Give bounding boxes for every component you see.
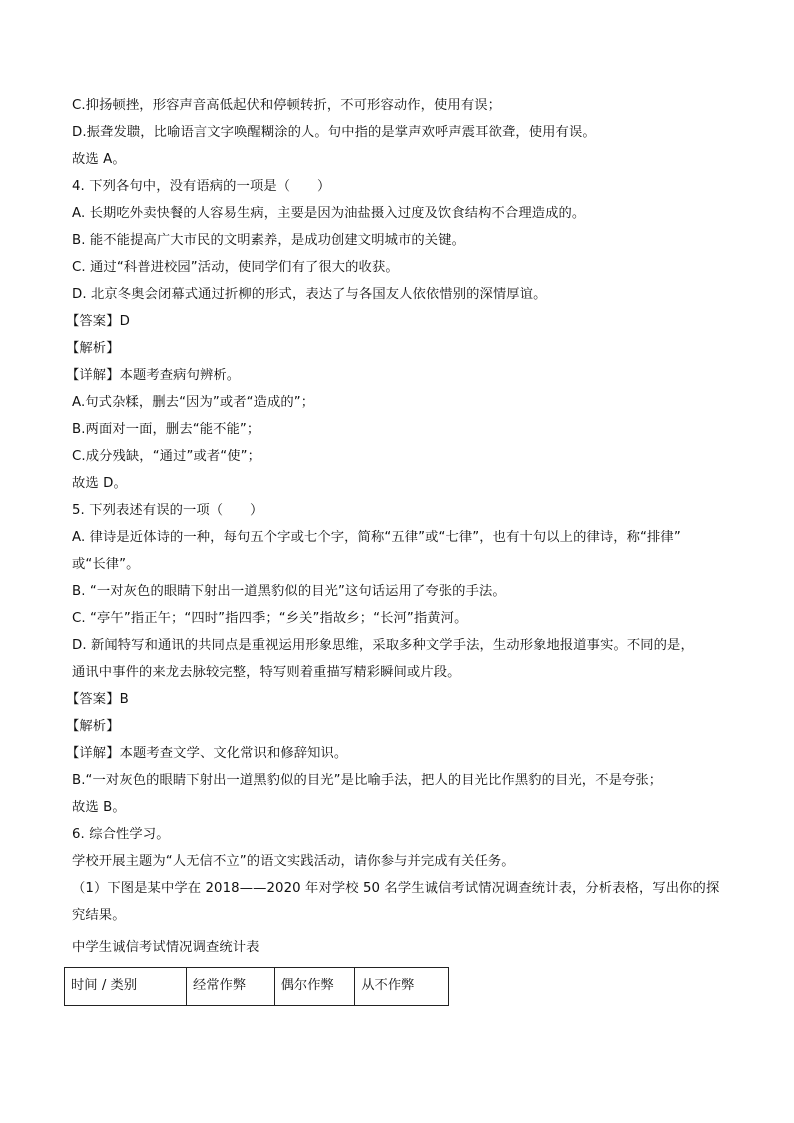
question-4-conclusion: 故选 D。 bbox=[72, 476, 127, 491]
table-header-time-category: 时间 / 类别 bbox=[65, 968, 187, 1006]
question-5-option-c: C. “亭午”指正午；“四时”指四季；“乡关”指故乡；“长河”指黄河。 bbox=[72, 611, 468, 626]
question-4-option-a: A. 长期吃外卖快餐的人容易生病，主要是因为油盐摄入过度及饮食结构不合理造成的。 bbox=[72, 206, 586, 221]
text-line-d-option-explanation: D.振聋发聩，比喻语言文字唤醒糊涂的人。句中指的是掌声欢呼声震耳欲聋，使用有误。 bbox=[72, 125, 596, 140]
table-header-occasionally-cheat: 偶尔作弊 bbox=[274, 968, 355, 1006]
table-title: 中学生诚信考试情况调查统计表 bbox=[72, 940, 260, 955]
question-5-conclusion: 故选 B。 bbox=[72, 800, 126, 815]
question-4-detail-a: A.句式杂糅，删去“因为”或者“造成的”； bbox=[72, 395, 315, 410]
question-5-option-d-line-2: 通讯中事件的来龙去脉较完整，特写则着重描写精彩瞬间或片段。 bbox=[72, 665, 461, 680]
question-5-option-a-line-2: 或“长律”。 bbox=[72, 557, 140, 572]
survey-table bbox=[64, 967, 449, 1006]
question-6-stem: 6. 综合性学习。 bbox=[72, 827, 170, 842]
question-6-instructions: 学校开展主题为“人无信不立”的语文实践活动，请你参与并完成有关任务。 bbox=[72, 854, 515, 869]
question-5-stem: 5. 下列表述有误的一项（ ） bbox=[72, 503, 264, 518]
question-5-answer: 【答案】B bbox=[66, 692, 129, 707]
table-header-often-cheat: 经常作弊 bbox=[186, 968, 274, 1006]
question-6-part-1-line-2: 究结果。 bbox=[72, 908, 126, 923]
text-line-c-option-explanation: C.抑扬顿挫，形容声音高低起伏和停顿转折，不可形容动作，使用有误； bbox=[72, 98, 502, 113]
question-4-detail-c: C.成分残缺，“通过”或者“使”； bbox=[72, 449, 262, 464]
table-header-row bbox=[65, 968, 449, 1006]
question-4-detail-heading: 【详解】本题考查病句辨析。 bbox=[66, 368, 241, 383]
question-6-part-1-line-1: （1）下图是某中学在 2018——2020 年对学校 50 名学生诚信考试情况调查统计表，分析表格，写出你的探 bbox=[72, 881, 720, 896]
question-5-option-d-line-1: D. 新闻特写和通讯的共同点是重视运用形象思维，采取多种文学手法，生动形象地报道事实。不同的是， bbox=[72, 638, 694, 653]
question-4-answer: 【答案】D bbox=[66, 314, 130, 329]
question-4-option-b: B. 能不能提高广大市民的文明素养，是成功创建文明城市的关键。 bbox=[72, 233, 465, 248]
question-4-analysis-heading: 【解析】 bbox=[66, 341, 120, 356]
text-line-answer-choice: 故选 A。 bbox=[72, 152, 126, 167]
question-4-option-c: C. 通过“科普进校园”活动，使同学们有了很大的收获。 bbox=[72, 260, 399, 275]
question-4-option-d: D. 北京冬奥会闭幕式通过折柳的形式，表达了与各国友人依依惜别的深情厚谊。 bbox=[72, 287, 547, 302]
table-header-never-cheat: 从不作弊 bbox=[355, 968, 449, 1006]
question-5-detail-b: B.“一对灰色的眼睛下射出一道黑豹似的目光”是比喻手法，把人的目光比作黑豹的目光，不是夸张； bbox=[72, 773, 663, 788]
question-5-option-a-line-1: A. 律诗是近体诗的一种，每句五个字或七个字，简称“五律”或“七律”，也有十句以上的律诗，称“排律” bbox=[72, 530, 681, 545]
question-5-option-b: B. “一对灰色的眼睛下射出一道黑豹似的目光”这句话运用了夸张的手法。 bbox=[72, 584, 506, 599]
question-5-detail-heading: 【详解】本题考查文学、文化常识和修辞知识。 bbox=[66, 746, 348, 761]
question-4-detail-b: B.两面对一面，删去“能不能”； bbox=[72, 422, 261, 437]
question-4-stem: 4. 下列各句中，没有语病的一项是（ ） bbox=[72, 179, 331, 194]
question-5-analysis-heading: 【解析】 bbox=[66, 719, 120, 734]
